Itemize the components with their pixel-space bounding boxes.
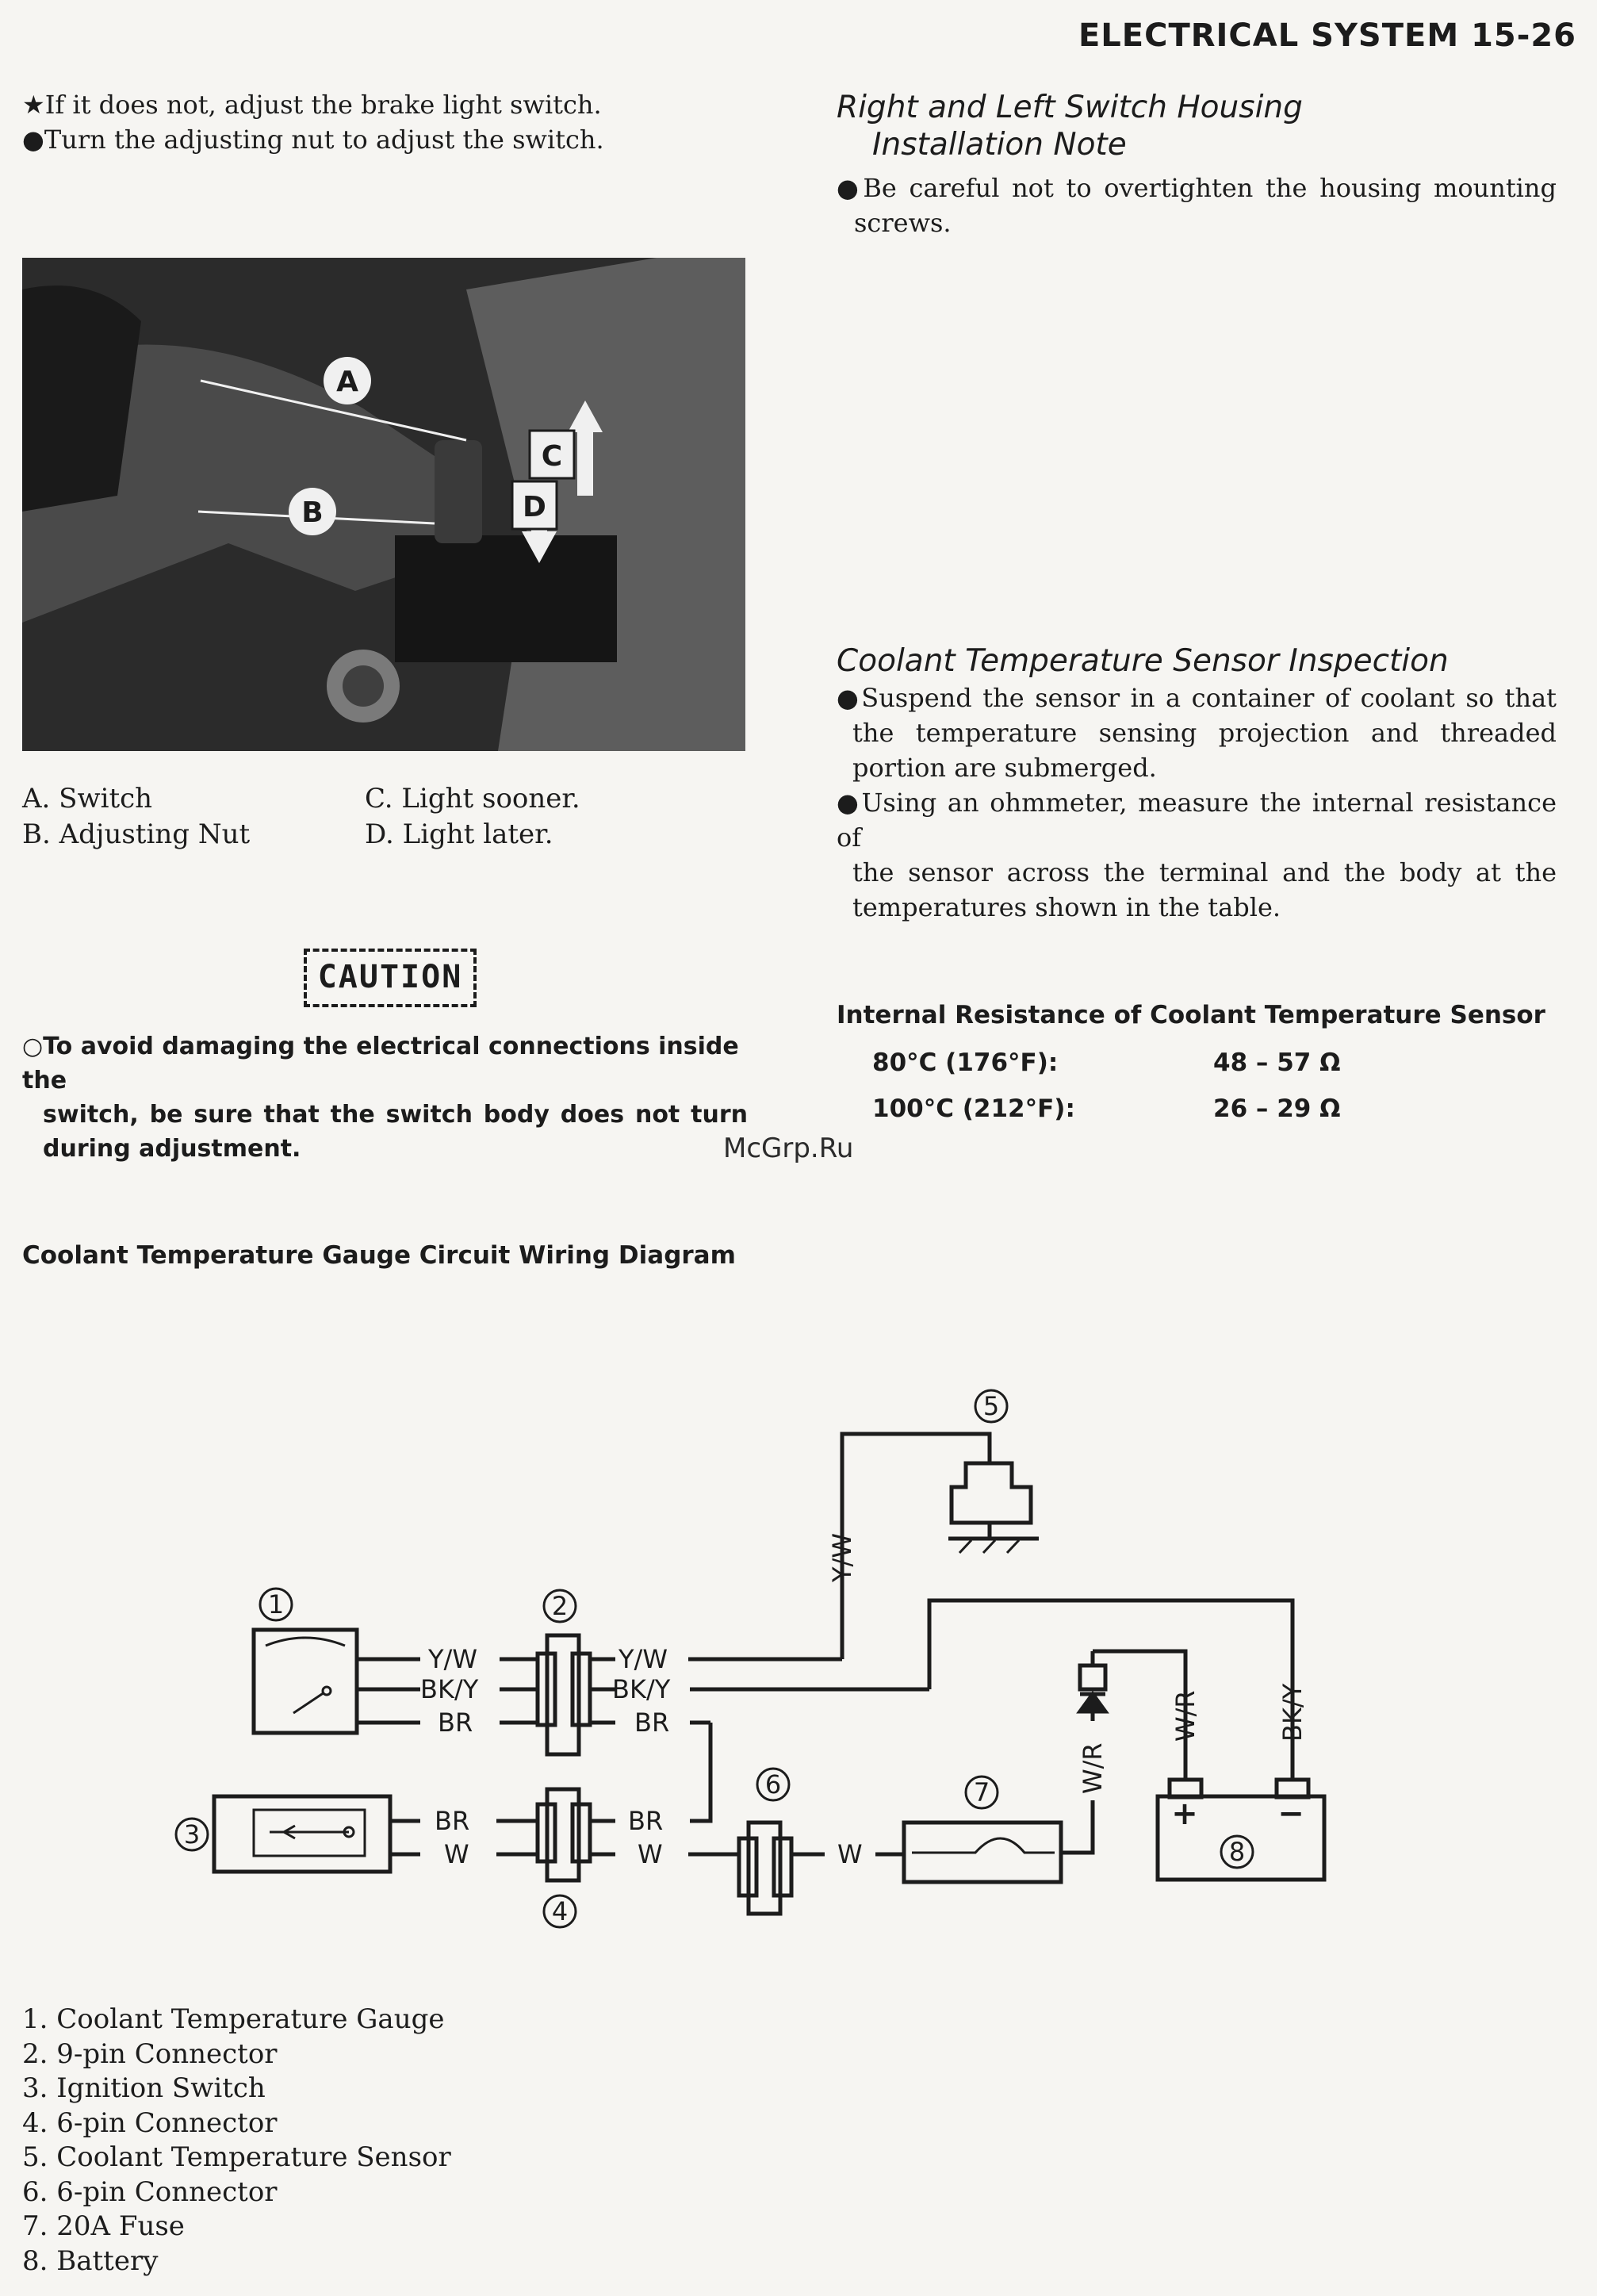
wire-label-bky-battery: BK/Y	[1277, 1683, 1308, 1742]
wire-label-bky-right: BK/Y	[612, 1674, 671, 1704]
callout-d-text: D	[523, 491, 546, 523]
diagram-marker-4	[544, 1895, 576, 1927]
label-d: D. Light later.	[365, 818, 553, 850]
diagram-marker-8-text: 8	[1228, 1837, 1246, 1867]
diagram-marker-7	[966, 1777, 998, 1808]
wire-label-yw-left: Y/W	[428, 1644, 477, 1674]
callout-a-text: A	[336, 366, 358, 398]
diagram-marker-6-text: 6	[764, 1769, 782, 1800]
battery-plus-sign: +	[1171, 1796, 1198, 1832]
sensor-line4: ●Using an ohmmeter, measure the internal resistance of	[837, 788, 1557, 853]
page-header: ELECTRICAL SYSTEM 15-26	[1078, 17, 1576, 54]
brake-adjust-line1: ★If it does not, adjust the brake light switch.	[22, 90, 602, 120]
sensor-line1: ●Suspend the sensor in a container of coolant so that	[837, 683, 1557, 713]
diagram-marker-6	[757, 1769, 789, 1800]
diagram-marker-2	[544, 1590, 576, 1622]
callout-c-text: C	[541, 440, 563, 473]
wire-label-br-right: BR	[634, 1708, 670, 1738]
caution-line3: during adjustment.	[43, 1135, 301, 1163]
legend-item-7: 7. 20A Fuse	[22, 2210, 185, 2242]
wire-label-br-4: BR	[628, 1806, 664, 1836]
wire-label-w-ign: W	[444, 1839, 469, 1869]
brake-adjust-line2: ●Turn the adjusting nut to adjust the switch.	[22, 125, 604, 155]
diagram-marker-7-text: 7	[973, 1777, 990, 1807]
resistance-row-2-temp: 100°C (212°F):	[872, 1094, 1075, 1123]
sensor-line2: the temperature sensing projection and threaded	[852, 718, 1557, 748]
wire-label-wr-diode: W/R	[1078, 1742, 1108, 1794]
wire-label-w-fuse: W	[837, 1839, 863, 1869]
resistance-row-2-value: 26 – 29 Ω	[1213, 1094, 1341, 1123]
legend-item-6: 6. 6-pin Connector	[22, 2175, 278, 2208]
callout-b-text: B	[301, 496, 324, 529]
battery-minus-sign: −	[1277, 1796, 1304, 1832]
diagram-marker-1	[260, 1589, 292, 1620]
caution-line1: ○To avoid damaging the electrical connections inside the	[22, 1033, 739, 1094]
resistance-row-1-temp: 80°C (176°F):	[872, 1048, 1059, 1077]
wire-label-yw-right: Y/W	[619, 1644, 668, 1674]
wire-label-br-ign: BR	[435, 1806, 470, 1836]
wire-label-bky-left: BK/Y	[420, 1674, 479, 1704]
diagram-marker-5	[975, 1390, 1007, 1422]
diagram-marker-8	[1221, 1836, 1253, 1868]
switch-housing-line1: ●Be careful not to overtighten the housing mounting	[837, 173, 1557, 203]
legend-item-1: 1. Coolant Temperature Gauge	[22, 2003, 445, 2035]
diagram-marker-2-text: 2	[551, 1591, 569, 1621]
caution-line2: switch, be sure that the switch body does not turn	[43, 1101, 748, 1129]
watermark-text: McGrp.Ru	[723, 1133, 854, 1164]
wire-label-br-left: BR	[438, 1708, 473, 1738]
diagram-marker-3-text: 3	[183, 1819, 201, 1849]
sensor-inspection-title: Coolant Temperature Sensor Inspection	[837, 643, 1449, 679]
resistance-row-1-value: 48 – 57 Ω	[1213, 1048, 1341, 1077]
label-b: B. Adjusting Nut	[22, 818, 251, 850]
diagram-marker-1-text: 1	[267, 1589, 285, 1619]
sensor-line6: temperatures shown in the table.	[852, 892, 1281, 922]
sensor-line5: the sensor across the terminal and the body at the	[852, 857, 1557, 887]
switch-housing-title-line1: Right and Left Switch Housing	[837, 90, 1303, 125]
diagram-marker-5-text: 5	[982, 1391, 1000, 1421]
label-a: A. Switch	[22, 783, 153, 815]
caution-badge: CAUTION	[304, 949, 477, 1007]
wire-label-wr-battery: W/R	[1170, 1690, 1201, 1742]
wire-label-yw-sensor: Y/W	[827, 1533, 857, 1582]
legend-item-2: 2. 9-pin Connector	[22, 2037, 278, 2070]
diagram-marker-3	[176, 1819, 208, 1850]
resistance-table-title: Internal Resistance of Coolant Temperature Sensor	[837, 1001, 1545, 1029]
legend-item-4: 4. 6-pin Connector	[22, 2106, 278, 2139]
diagram-title: Coolant Temperature Gauge Circuit Wiring Diagram	[22, 1241, 736, 1270]
diagram-legend	[22, 2003, 451, 2279]
label-c: C. Light sooner.	[365, 783, 580, 815]
wire-label-w-4: W	[638, 1839, 663, 1869]
diagram-marker-4-text: 4	[551, 1896, 569, 1926]
switch-housing-title-line2: Installation Note	[872, 127, 1127, 163]
legend-item-5: 5. Coolant Temperature Sensor	[22, 2141, 451, 2173]
switch-housing-line2: screws.	[854, 208, 952, 238]
legend-item-8: 8. Battery	[22, 2244, 159, 2277]
legend-item-3: 3. Ignition Switch	[22, 2072, 266, 2104]
sensor-line3: portion are submerged.	[852, 753, 1157, 783]
